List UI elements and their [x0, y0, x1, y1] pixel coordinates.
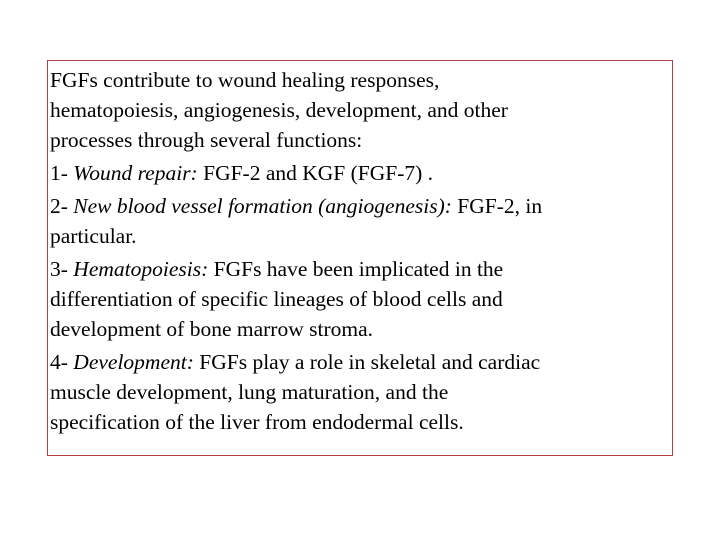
item-2-text: FGF-2, in	[451, 194, 543, 218]
item-3-line-3: development of bone marrow stroma.	[50, 317, 374, 341]
item-4-number: 4-	[50, 350, 74, 374]
item-2-line-1	[50, 191, 672, 221]
slide-text-box	[47, 60, 673, 456]
item-1-number: 1-	[50, 161, 74, 185]
intro-line-3: processes through several functions:	[50, 128, 363, 152]
item-4-term: Development:	[73, 350, 194, 374]
item-4-text: FGFs play a role in skeletal and cardiac	[193, 350, 541, 374]
item-2-term: New blood vessel formation (angiogenesis):	[73, 194, 452, 218]
intro-line-1: FGFs contribute to wound healing responses,	[50, 68, 440, 92]
item-2-number: 2-	[50, 194, 74, 218]
item-3-line-1	[50, 254, 672, 284]
item-3-number: 3-	[50, 257, 74, 281]
intro-line-2: hematopoiesis, angiogenesis, development, and other	[50, 98, 508, 122]
item-3-term: Hematopoiesis:	[73, 257, 209, 281]
slide-body	[50, 65, 672, 437]
item-4-line-1	[50, 347, 672, 377]
item-2-line-2: particular.	[50, 224, 137, 248]
item-3-line-2: differentiation of specific lineages of blood cells and	[50, 287, 503, 311]
item-4-line-2: muscle development, lung maturation, and the	[50, 380, 449, 404]
item-1-line-1	[50, 158, 672, 188]
item-4-line-3: specification of the liver from endodermal cells.	[50, 410, 464, 434]
item-3-text: FGFs have been implicated in the	[208, 257, 504, 281]
item-1-text: FGF-2 and KGF (FGF-7) .	[197, 161, 434, 185]
item-1-term: Wound repair:	[73, 161, 198, 185]
